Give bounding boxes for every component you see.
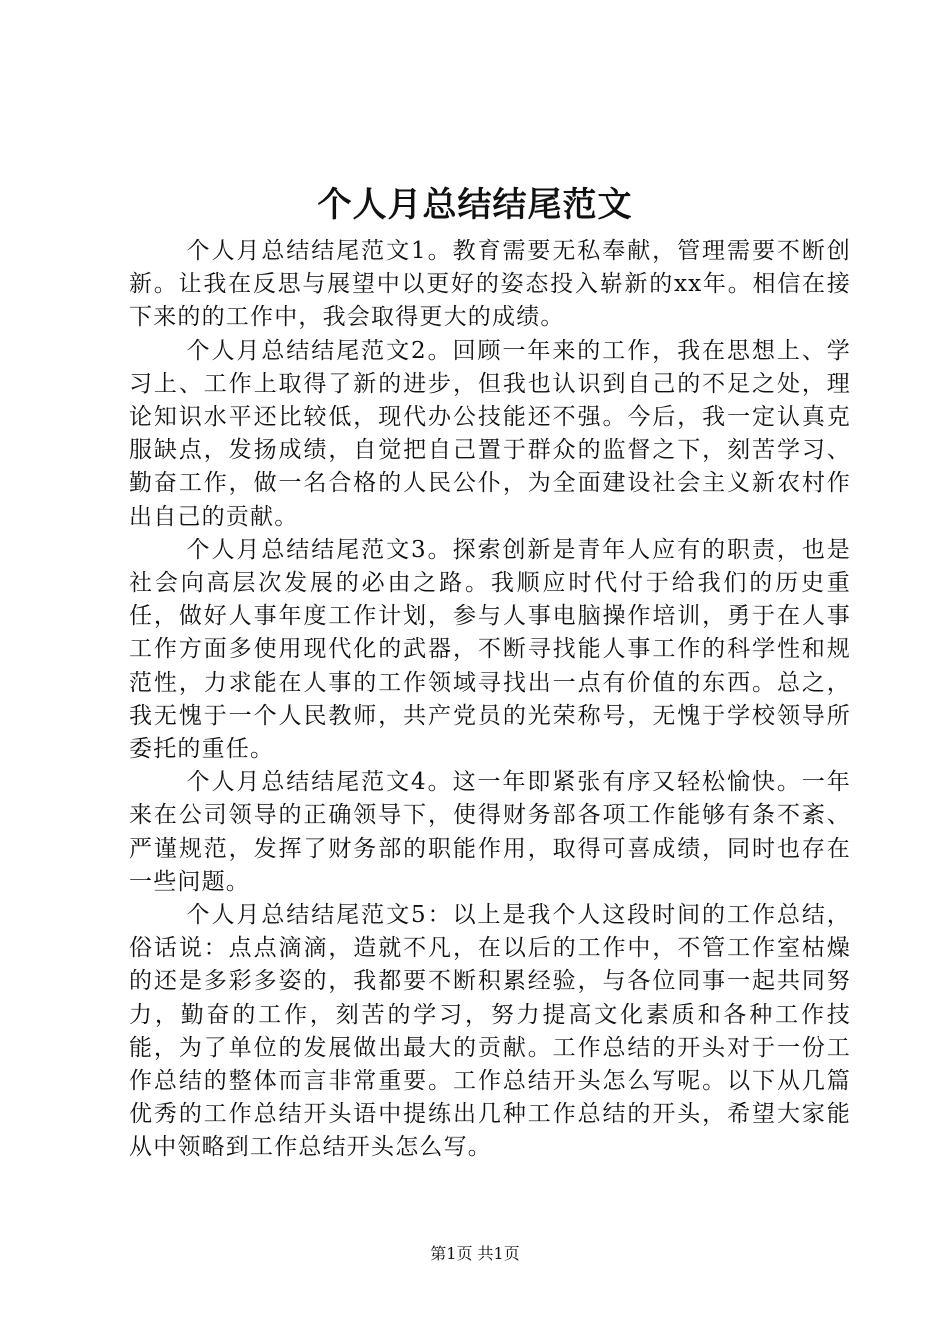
document-body — [129, 235, 851, 1165]
paragraph-2: 个人月总结结尾范文2。回顾一年来的工作，我在思想上、学习上、工作上取得了新的进步，但我也认识到自己的不足之处，理论知识水平还比较低，现代办公技能还不强。今后，我一定认真克服缺点，发扬成绩，自觉把自己置于群众的监督之下，刻苦学习、勤奋工作，做一名合格的人民公仆，为全面建设社会主义新农村作出自己的贡献。 — [129, 337, 851, 530]
paragraph-4: 个人月总结结尾范文4。这一年即紧张有序又轻松愉快。一年来在公司领导的正确领导下，使得财务部各项工作能够有条不紊、严谨规范，发挥了财务部的职能作用，取得可喜成绩，同时也存在一些问题。 — [129, 769, 851, 895]
paragraph-3: 个人月总结结尾范文3。探索创新是青年人应有的职责，也是社会向高层次发展的必由之路。我顺应时代付于给我们的历史重任，做好人事年度工作计划，参与人事电脑操作培训，勇于在人事工作方面多使用现代化的武器，不断寻找能人事工作的科学性和规范性，力求能在人事的工作领域寻找出一点有价值的东西。总之，我无愧于一个人民教师，共产党员的光荣称号，无愧于学校领导所委托的重任。 — [129, 536, 851, 763]
document-title: 个人月总结结尾范文 — [317, 185, 633, 225]
page-footer: 第1页 共1页 — [430, 1244, 520, 1263]
paragraph-5: 个人月总结结尾范文5：以上是我个人这段时间的工作总结，俗话说：点点滴滴，造就不凡，在以后的工作中，不管工作室枯燥的还是多彩多姿的，我都要不断积累经验，与各位同事一起共同努力，勤奋的工作，刻苦的学习，努力提高文化素质和各种工作技能，为了单位的发展做出最大的贡献。工作总结的开头对于一份工作总结的整体而言非常重要。工作总结开头怎么写呢。以下从几篇优秀的工作总结开头语中提练出几种工作总结的开头，希望大家能从中领略到工作总结开头怎么写。 — [129, 902, 851, 1161]
paragraph-1: 个人月总结结尾范文1。教育需要无私奉献，管理需要不断创新。让我在反思与展望中以更好的姿态投入崭新的xx年。相信在接下来的的工作中，我会取得更大的成绩。 — [129, 238, 851, 331]
